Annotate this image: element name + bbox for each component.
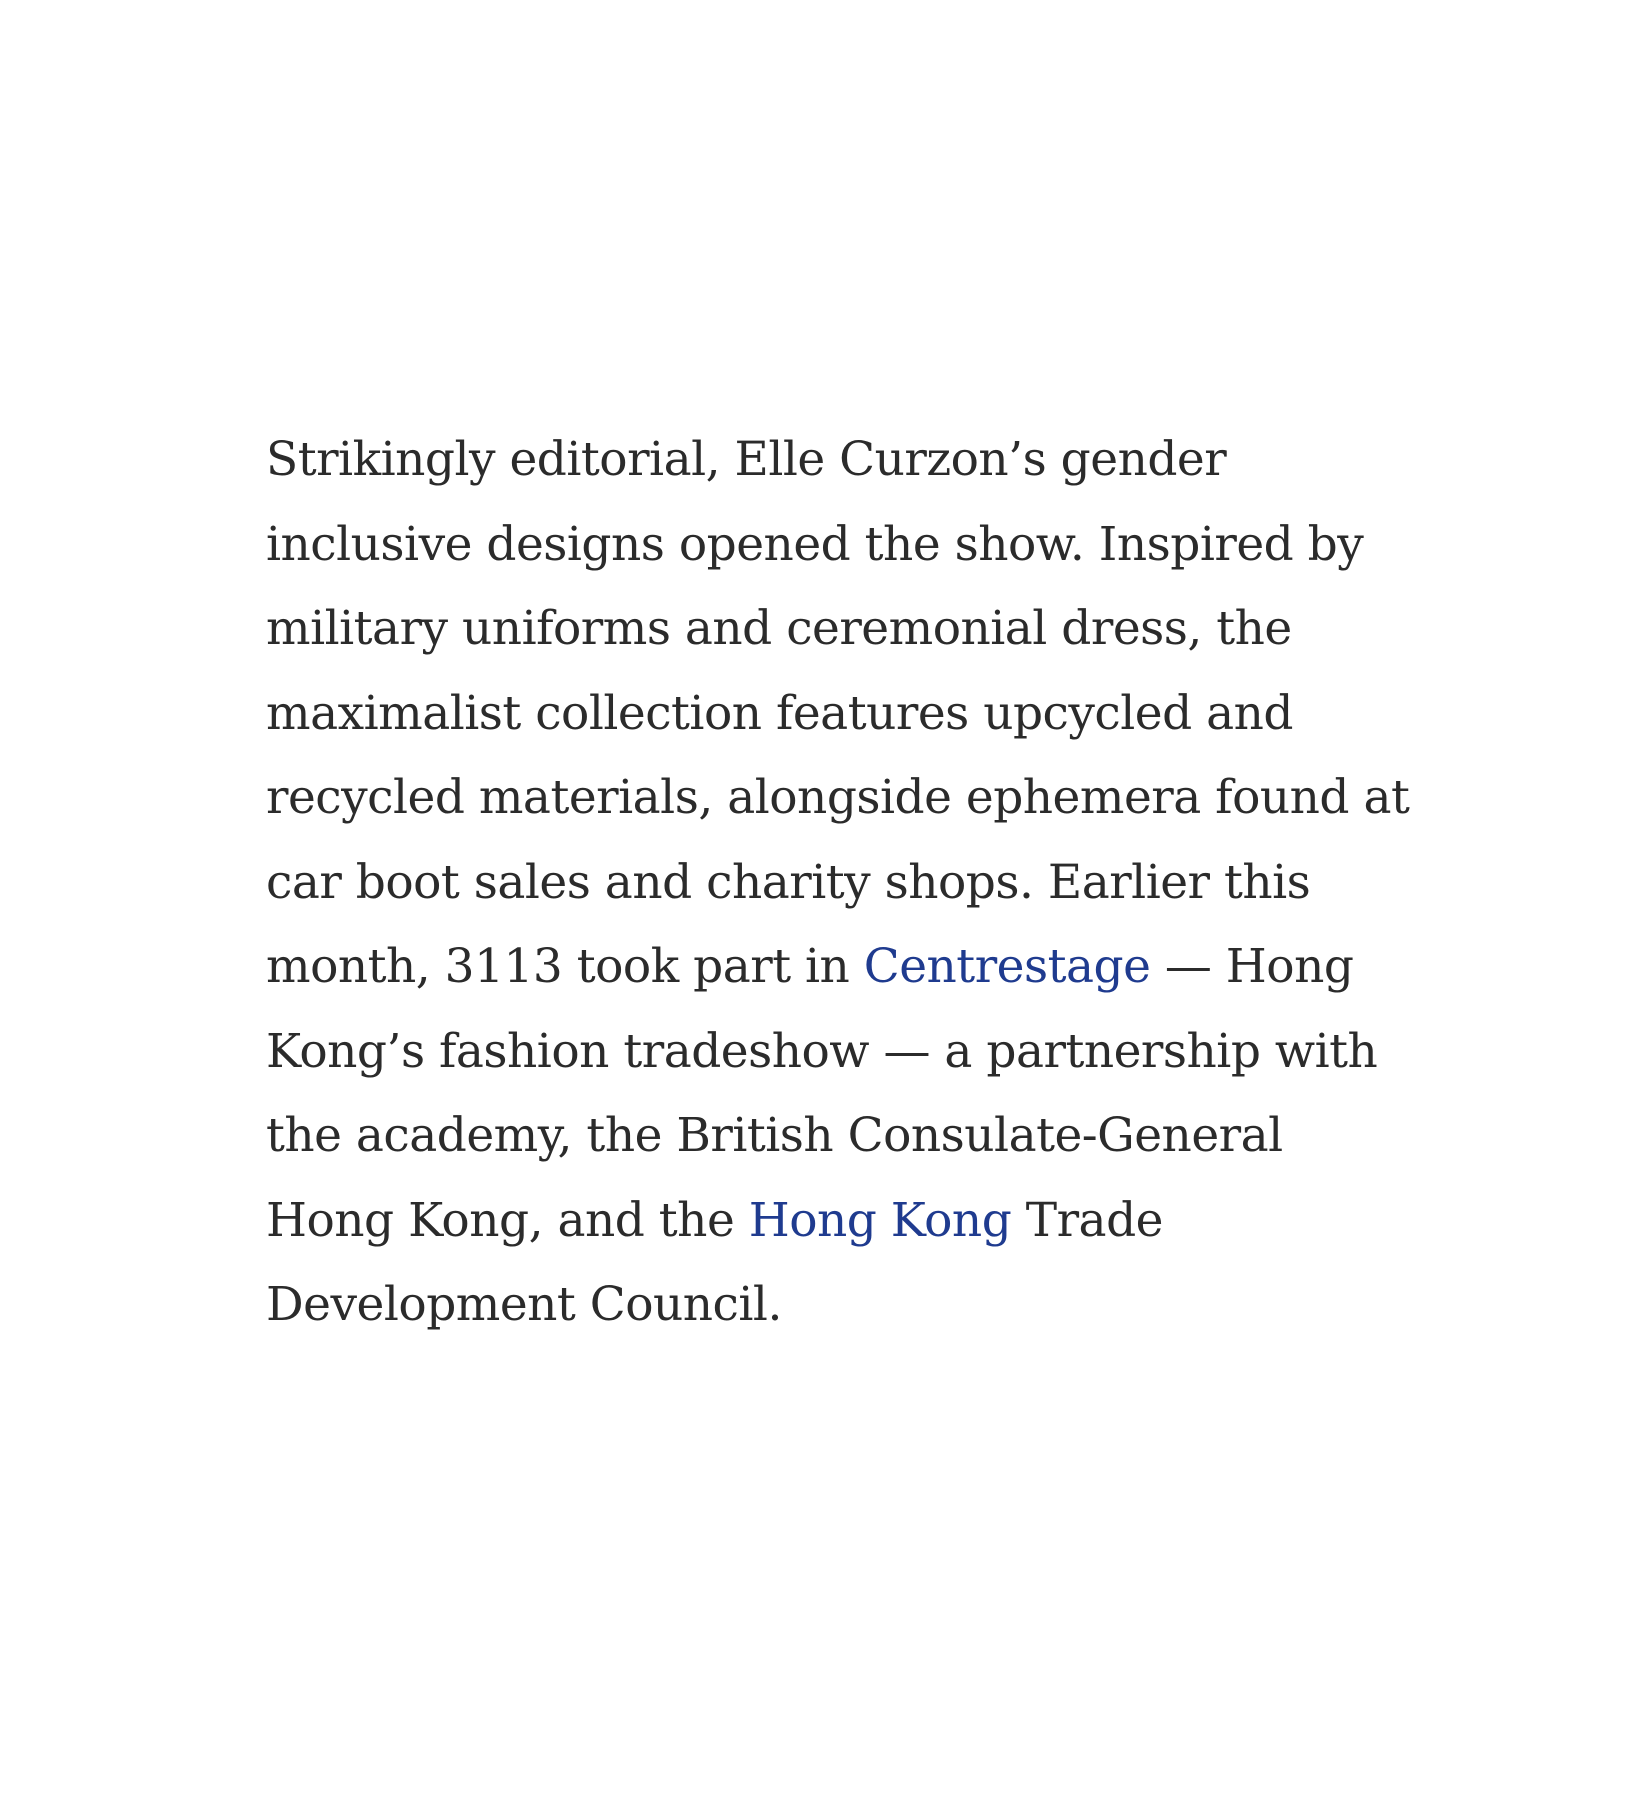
centrestage-link[interactable]: Centrestage xyxy=(863,939,1151,994)
paragraph-line: Strikingly editorial, Elle Curzon’s gender xyxy=(266,432,1227,487)
paragraph-text: Trade xyxy=(1011,1192,1163,1248)
paragraph-line: car boot sales and charity shops. Earlier this xyxy=(266,854,1311,910)
paragraph-text: month, 3113 took part in xyxy=(266,939,864,994)
hong-kong-link[interactable]: Hong Kong xyxy=(748,1192,1012,1248)
paragraph-line: the academy, the British Consulate-General xyxy=(266,1108,1283,1163)
paragraph-line: inclusive designs opened the show. Inspired by xyxy=(266,516,1364,572)
paragraph-line: military uniforms and ceremonial dress, the xyxy=(266,601,1292,656)
article-paragraph xyxy=(266,418,1410,1348)
paragraph-line: Development Council. xyxy=(266,1277,782,1332)
paragraph-line xyxy=(266,1179,1396,1264)
paragraph-text: Hong Kong, and the xyxy=(266,1192,749,1248)
paragraph-line: maximalist collection features upcycled and xyxy=(266,685,1294,741)
paragraph-text: — Hong xyxy=(1150,939,1354,994)
paragraph-line: Kong’s fashion tradeshow — a partnership with xyxy=(266,1023,1378,1079)
paragraph-line: recycled materials, alongside ephemera found at xyxy=(266,770,1410,825)
paragraph-line xyxy=(266,925,1396,1010)
